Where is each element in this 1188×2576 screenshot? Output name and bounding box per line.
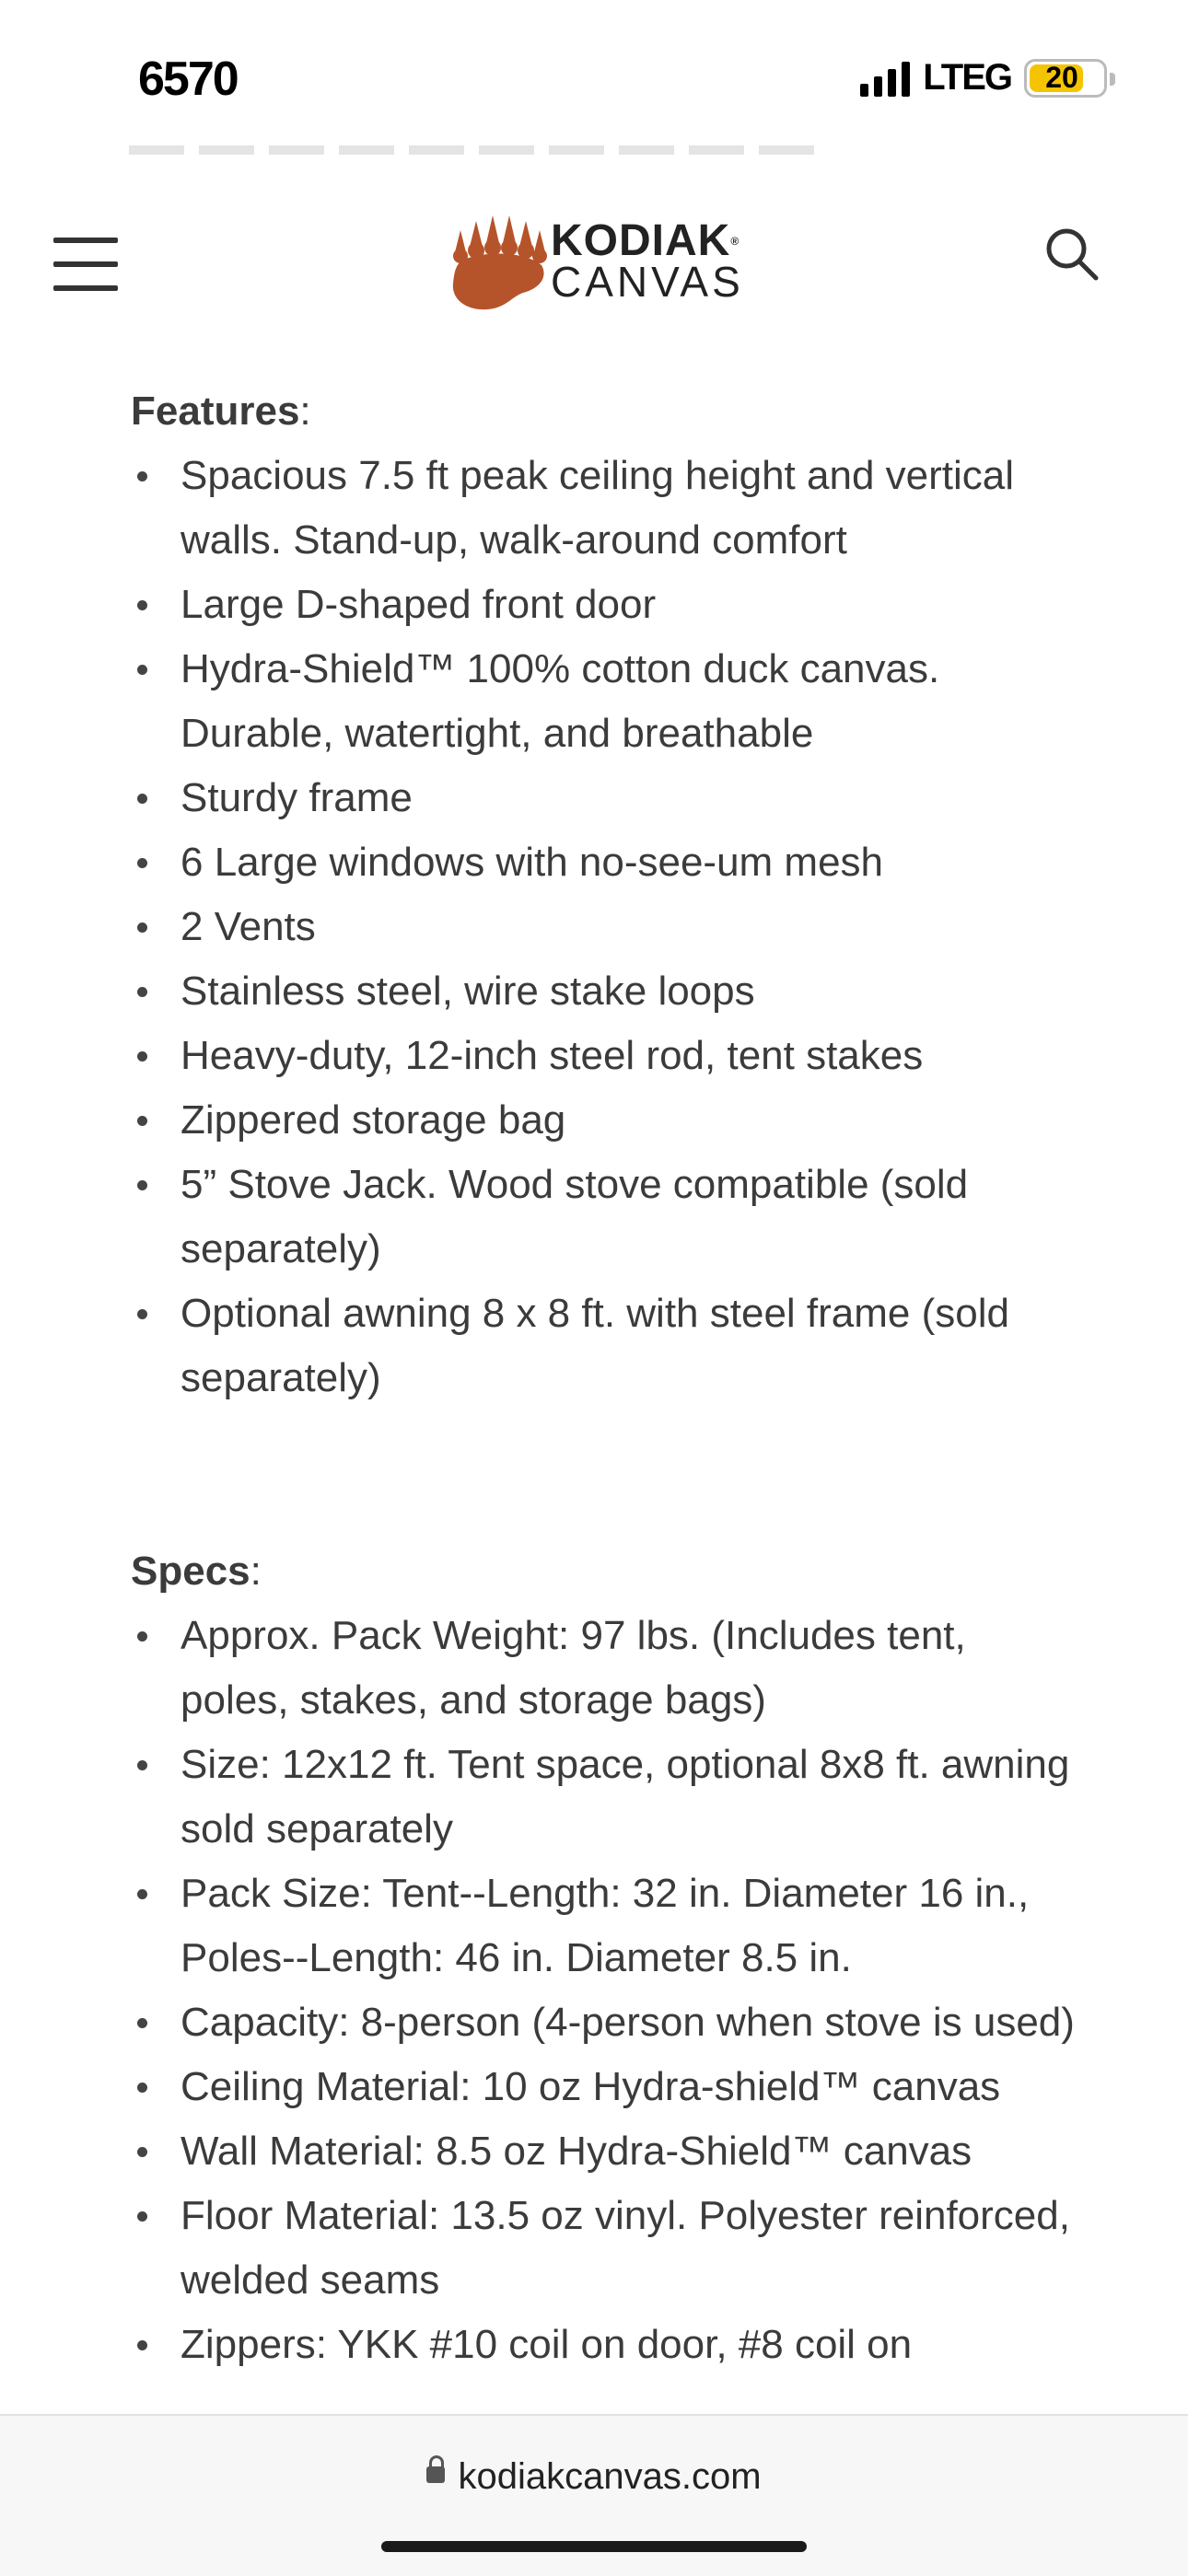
list-item: 5” Stove Jack. Wood stove compatible (sold separately) bbox=[131, 1153, 1079, 1282]
section-spacer bbox=[131, 1410, 1079, 1539]
list-item: Ceiling Material: 10 oz Hydra-shield™ canvas bbox=[131, 2055, 1079, 2119]
list-item: Zippered storage bag bbox=[131, 1088, 1079, 1153]
list-item: Sturdy frame bbox=[131, 766, 1079, 830]
list-item: Capacity: 8-person (4-person when stove is used) bbox=[131, 1990, 1079, 2055]
specs-heading: Specs: bbox=[131, 1549, 262, 1594]
scrolled-text-remnant bbox=[129, 145, 829, 155]
specs-title: Specs bbox=[131, 1549, 250, 1594]
specs-list bbox=[131, 1604, 1079, 2377]
features-list bbox=[131, 444, 1079, 1410]
battery-level: 20 bbox=[1045, 61, 1078, 94]
list-item: Hydra-Shield™ 100% cotton duck canvas. Durable, watertight, and breathable bbox=[131, 637, 1079, 766]
features-title: Features bbox=[131, 389, 300, 434]
list-item: Pack Size: Tent--Length: 32 in. Diameter 16 in., Poles--Length: 46 in. Diameter 8.5 in. bbox=[131, 1862, 1079, 1990]
list-item: Spacious 7.5 ft peak ceiling height and vertical walls. Stand-up, walk-around comfort bbox=[131, 444, 1079, 573]
url-text: kodiakcanvas.com bbox=[458, 2456, 762, 2497]
list-item: Floor Material: 13.5 oz vinyl. Polyester reinforced, welded seams bbox=[131, 2184, 1079, 2313]
signal-icon bbox=[860, 60, 910, 97]
logo-wordmark bbox=[551, 216, 744, 306]
status-bar bbox=[0, 0, 1188, 157]
bear-paw-icon bbox=[442, 204, 553, 319]
logo-line-1: KODIAK bbox=[551, 216, 731, 265]
status-indicators bbox=[860, 57, 1107, 99]
lock-icon bbox=[426, 2466, 445, 2483]
product-details bbox=[131, 379, 1079, 2377]
status-time: 6570 bbox=[138, 52, 238, 106]
url-display[interactable] bbox=[0, 2456, 1188, 2498]
home-indicator[interactable] bbox=[381, 2541, 807, 2552]
menu-icon[interactable] bbox=[53, 238, 118, 293]
network-type: LTEG bbox=[923, 57, 1011, 98]
kodiak-canvas-logo[interactable] bbox=[442, 204, 746, 319]
logo-line-2: CANVAS bbox=[551, 258, 744, 306]
list-item: Heavy-duty, 12-inch steel rod, tent stakes bbox=[131, 1024, 1079, 1088]
search-icon[interactable] bbox=[1042, 225, 1101, 284]
battery-icon bbox=[1024, 59, 1107, 98]
list-item: Optional awning 8 x 8 ft. with steel frame (sold separately) bbox=[131, 1282, 1079, 1410]
list-item: Approx. Pack Weight: 97 lbs. (Includes tent, poles, stakes, and storage bags) bbox=[131, 1604, 1079, 1733]
list-item: Large D-shaped front door bbox=[131, 573, 1079, 637]
logo-trademark: ® bbox=[730, 235, 740, 248]
list-item: Size: 12x12 ft. Tent space, optional 8x8 ft. awning sold separately bbox=[131, 1733, 1079, 1862]
list-item: 6 Large windows with no-see-um mesh bbox=[131, 830, 1079, 895]
list-item: Wall Material: 8.5 oz Hydra-Shield™ canvas bbox=[131, 2119, 1079, 2184]
features-heading: Features: bbox=[131, 389, 311, 434]
list-item: Zippers: YKK #10 coil on door, #8 coil on bbox=[131, 2313, 1079, 2377]
list-item: 2 Vents bbox=[131, 895, 1079, 959]
list-item: Stainless steel, wire stake loops bbox=[131, 959, 1079, 1024]
